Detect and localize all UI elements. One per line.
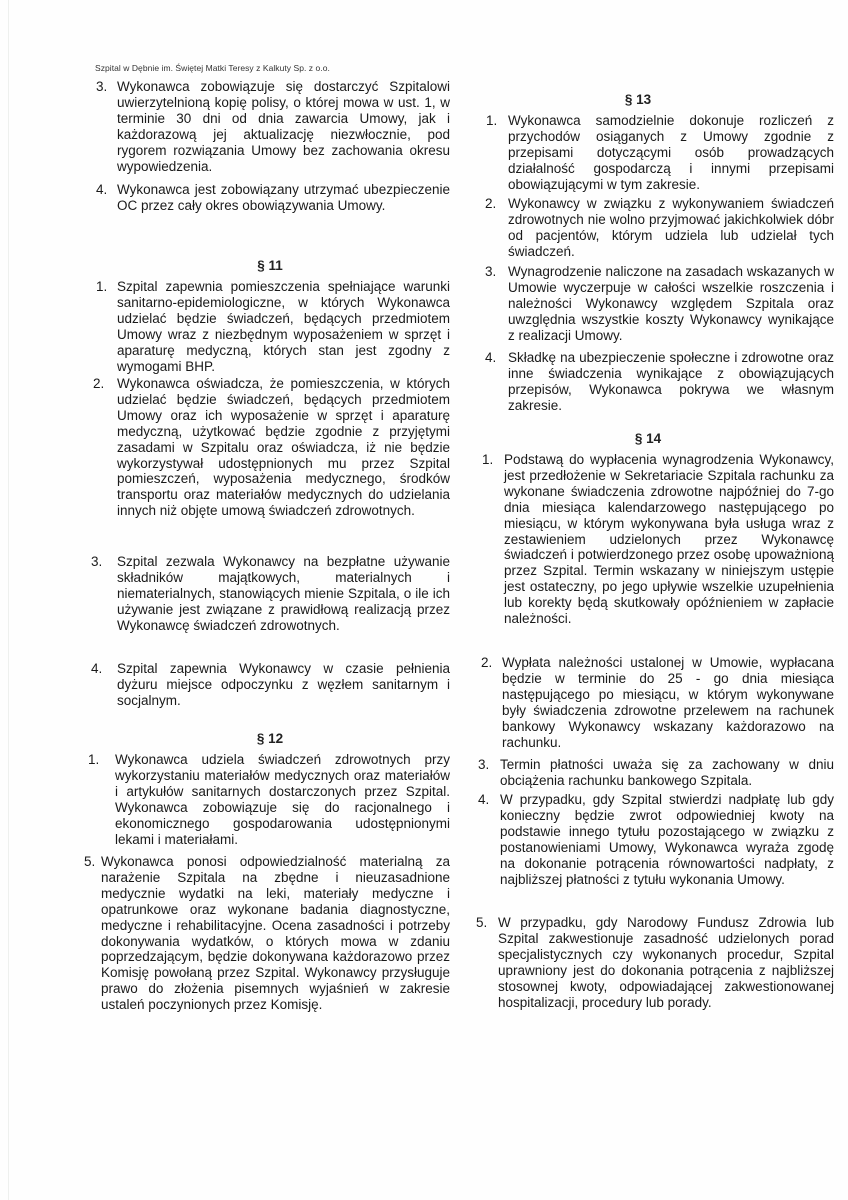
page-header: Szpital w Dębnie im. Świętej Matki Teresy z Kalkuty Sp. z o.o. [95, 63, 330, 73]
s14-item-1 [482, 452, 834, 627]
s12-item-5 [84, 854, 450, 1013]
section-title-12: § 12 [256, 731, 284, 746]
s14-item-3 [478, 757, 834, 789]
item-number: 2. [93, 376, 105, 391]
item-text: Wykonawca zobowiązuje się dostarczyć Szpitalowi uwierzytelnioną kopię polisy, o której mowa w ust. 1, w terminie 30 dni od dnia zawarcia Umowy, jak i każdorazową jej aktualizację niezwłocznie, pod rygorem rozwiązania Umowy bez zachowania okresu wypowiedzenia. [117, 79, 450, 174]
item-number: 4. [91, 661, 103, 676]
item-text: W przypadku, gdy Szpital stwierdzi nadpłatę lub gdy konieczny będzie zwrot odpowiedniej kwoty na podstawie innego tytułu pozostającego w związku z postanowieniami Umowy, Wykonawca wyraża zgodę na dokonanie potrącenia równowartości nadpłaty, z najbliższej płatności z tytułu wykonania Umowy. [500, 792, 834, 887]
item-text: Szpital zezwala Wykonawcy na bezpłatne używanie składników majątkowych, materialnych i niematerialnych, stanowiących mienie Szpitala, o ile ich używanie jest związane z prawidłową realizacją przez Wykonawcę świadczeń zdrowotnych. [117, 554, 450, 633]
item-number: 3. [91, 554, 103, 569]
s11-item-3 [91, 554, 450, 634]
item-text: Wynagrodzenie naliczone na zasadach wskazanych w Umowie wyczerpuje w całości wszelkie roszczenia i należności Wykonawcy względem Szpitala oraz uwzględnia wszystkie koszty Wykonawcy wynikające z realizacji Umowy. [508, 264, 834, 343]
item-number: 4. [478, 792, 490, 807]
item-number: 3. [96, 79, 108, 94]
scan-edge-line [8, 0, 9, 1200]
s13-item-2 [485, 196, 834, 260]
item-text: Wykonawca oświadcza, że pomieszczenia, w których udzielać będzie świadczeń, będących przedmiotem Umowy oraz ich wyposażenie w sprzęt i aparaturę medyczną, użytkować będzie zgodnie z przyjętymi zasadami w Szpitalu oraz oświadcza, iż nie będzie wykorzystywał udostępnionych mu przez Szpital pomieszczeń, wyposażenia medycznego, środków transportu oraz materiałów medycznych do udzielania innych niż objęte umową świadczeń zdrowotnych. [117, 376, 450, 519]
item-number: 3. [485, 264, 497, 279]
item-text: Podstawą do wypłacenia wynagrodzenia Wykonawcy, jest przedłożenie w Sekretariacie Szpitala rachunku za wykonane świadczenia zdrowotne najpóźniej do 7-go dnia miesiąca kalendarzowego następującego po miesiącu, w którym wykonywana była usługa wraz z zestawieniem udzielonych przez Wykonawcę świadczeń i potwierdzonego przez osobę upoważnioną przez Szpital. Termin wskazany w niniejszym ustępie jest ostateczny, po jego upływie wszelkie uzupełnienia lub korekty będą skutkowały opóźnieniem w zapłacie należności. [504, 452, 834, 627]
s11-item-1 [96, 279, 450, 374]
s14-item-5 [476, 915, 834, 1010]
section-title-13: § 13 [624, 92, 652, 107]
item-text: Składkę na ubezpieczenie społeczne i zdrowotne oraz inne świadczenia wynikające z obowiązujących przepisów, Wykonawca pokrywa we własnym zakresie. [508, 350, 834, 413]
item-text: Wykonawca udziela świadczeń zdrowotnych przy wykorzystaniu materiałów medycznych oraz materiałów i artykułów sanitarnych dostarczonych przez Szpital. Wykonawca zobowiązuje się do racjonalnego i ekonomicznego gospodarowania udostępnionymi lekami i materiałami. [115, 752, 450, 847]
item-text: Wykonawca ponosi odpowiedzialność materialną za narażenie Szpitala na zbędne i nieuzasadnione medycznie wydatki na leki, materiały medyczne i opatrunkowe oraz wykonane badania diagnostyczne, medyczne i rehabilitacyjne. Ocena zasadności i potrzeby dokonywania wydatków, o których mowa w zdaniu poprzedzającym, będzie dokonywana każdorazowo przez Komisję powołaną przez Szpital. Wykonawcy przysługuje prawo do złożenia pisemnych wyjaśnień w zakresie ustaleń poczynionych przez Komisję. [101, 854, 450, 1013]
item-number: 4. [96, 182, 108, 197]
item-text: Szpital zapewnia pomieszczenia spełniające warunki sanitarno-epidemiologiczne, w których Wykonawca udzielać będzie świadczeń, będących przedmiotem Umowy wraz z niezbędnym wyposażeniem w sprzęt i aparaturę medyczną, których stan jest zgodny z wymogami BHP. [117, 279, 450, 374]
item-text: Wypłata należności ustalonej w Umowie, wypłacana będzie w terminie do 25 - go dnia miesiąca następującego po miesiącu, w którym wykonywane były świadczenia zdrowotne przelewem na rachunek bankowy Wykonawcy wskazany każdorazowo na rachunku. [502, 655, 834, 750]
s12-item-1 [88, 752, 450, 847]
s11-item-4 [91, 661, 450, 709]
item-number: 4. [485, 350, 497, 365]
s14-item-4 [478, 792, 834, 887]
item-number: 1. [96, 279, 108, 294]
item-text: W przypadku, gdy Narodowy Fundusz Zdrowia lub Szpital zakwestionuje zasadność udzielonych porad specjalistycznych czy wykonanych procedur, Szpital uprawniony jest do dokonania potrącenia z najbliższej stosownej kwoty, odpowiadającej zakwestionowanej hospitalizacji, procedury lub porady. [498, 915, 834, 1010]
item-number: 1. [88, 752, 100, 767]
item-number: 5. [84, 854, 96, 869]
s13-item-4 [485, 350, 834, 414]
item-text: Wykonawcy w związku z wykonywaniem świadczeń zdrowotnych nie wolno przyjmować jakichkolwiek dóbr od pacjentów, którym udziela lub udzielał tych świadczeń. [508, 196, 834, 259]
section-title-14: § 14 [634, 431, 662, 446]
item-text: Termin płatności uważa się za zachowany w dniu obciążenia rachunku bankowego Szpitala. [500, 757, 834, 788]
s11-item-2 [93, 376, 450, 519]
item-number: 3. [478, 757, 490, 772]
s10-item-4 [96, 182, 450, 214]
item-text: Szpital zapewnia Wykonawcy w czasie pełnienia dyżuru miejsce odpoczynku z węzłem sanitarnym i socjalnym. [117, 661, 450, 708]
section-title-11: § 11 [257, 258, 283, 273]
item-number: 2. [485, 196, 497, 211]
s10-item-3 [96, 79, 450, 174]
item-text: Wykonawca samodzielnie dokonuje rozliczeń z przychodów osiąganych z Umowy zgodnie z przepisami dotyczącymi osób prowadzących działalność gospodarczą i innymi przepisami obowiązującymi w tym zakresie. [508, 113, 834, 192]
item-text: Wykonawca jest zobowiązany utrzymać ubezpieczenie OC przez cały okres obowiązywania Umowy. [117, 182, 450, 213]
s13-item-3 [485, 264, 834, 344]
s14-item-2 [481, 655, 834, 750]
item-number: 1. [482, 452, 494, 467]
item-number: 1. [486, 113, 498, 128]
s13-item-1 [486, 113, 834, 193]
item-number: 5. [476, 915, 488, 930]
item-number: 2. [481, 655, 493, 670]
